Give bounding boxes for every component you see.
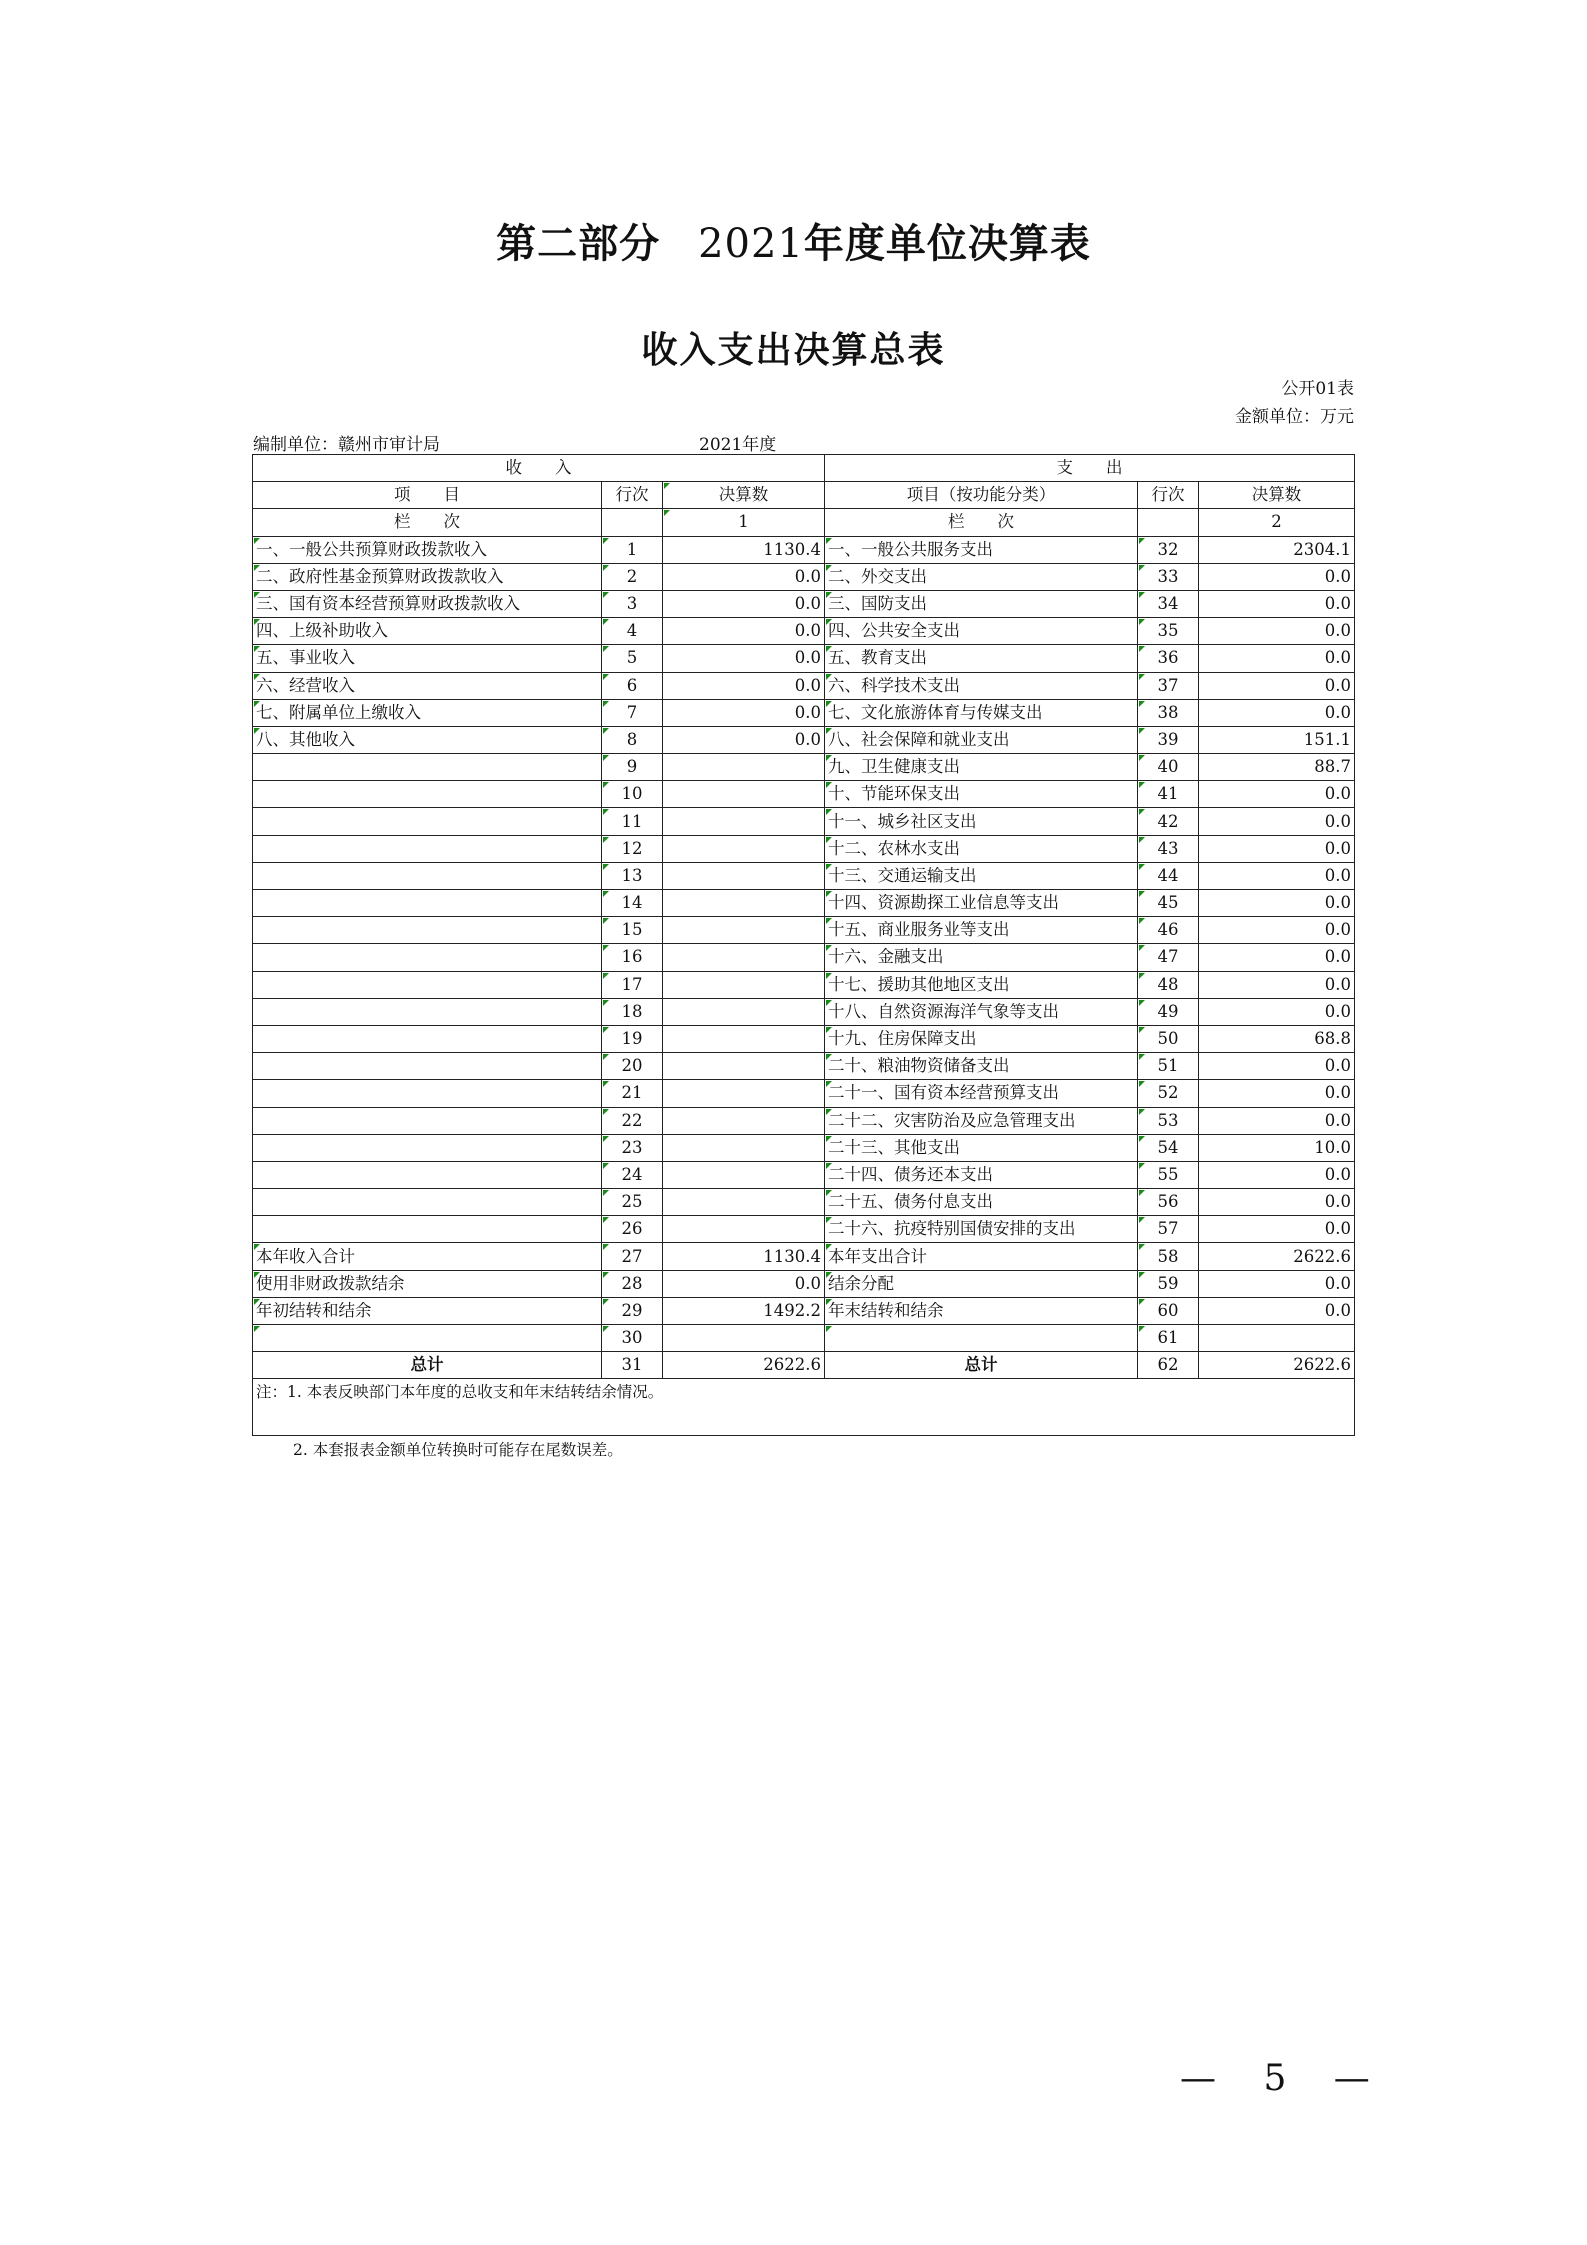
income-item <box>253 1080 602 1107</box>
income-amount <box>663 1161 825 1188</box>
expense-amount: 0.0 <box>1199 672 1355 699</box>
table-row <box>253 645 1355 672</box>
form-number: 公开01表 <box>1281 379 1354 399</box>
income-row-no: 16 <box>602 944 663 971</box>
income-row-no: 14 <box>602 890 663 917</box>
income-amount: 0.0 <box>663 590 825 617</box>
expense-amount: 2622.6 <box>1199 1243 1355 1270</box>
table-row <box>253 726 1355 753</box>
income-amount <box>663 808 825 835</box>
expense-row-no: 40 <box>1138 754 1199 781</box>
expense-item: 十四、资源勘探工业信息等支出 <box>825 890 1138 917</box>
income-summary-item <box>253 1325 602 1352</box>
income-amount: 0.0 <box>663 563 825 590</box>
expense-row-no: 43 <box>1138 835 1199 862</box>
expense-amount: 0.0 <box>1199 645 1355 672</box>
expense-row-no: 61 <box>1138 1325 1199 1352</box>
income-amount: 0.0 <box>663 618 825 645</box>
expense-item: 十二、农林水支出 <box>825 835 1138 862</box>
income-row-no: 29 <box>602 1297 663 1324</box>
table-row <box>253 1134 1355 1161</box>
income-total-amount: 2622.6 <box>663 1352 825 1379</box>
expense-row-no: 33 <box>1138 563 1199 590</box>
expense-amount-header: 决算数 <box>1199 482 1355 509</box>
table-row <box>253 835 1355 862</box>
table-row <box>253 699 1355 726</box>
expense-amount: 0.0 <box>1199 862 1355 889</box>
expense-item: 十七、援助其他地区支出 <box>825 971 1138 998</box>
expense-item: 二十五、债务付息支出 <box>825 1189 1138 1216</box>
table-row <box>253 808 1355 835</box>
expense-row-no: 52 <box>1138 1080 1199 1107</box>
expense-amount: 0.0 <box>1199 998 1355 1025</box>
income-amount <box>663 944 825 971</box>
income-amount: 0.0 <box>663 672 825 699</box>
income-amount: 0.0 <box>663 699 825 726</box>
expense-amount: 0.0 <box>1199 618 1355 645</box>
expense-item: 一、一般公共服务支出 <box>825 536 1138 563</box>
expense-row-no: 47 <box>1138 944 1199 971</box>
income-amount: 0.0 <box>663 726 825 753</box>
table-row <box>253 1216 1355 1243</box>
income-section-header: 收 入 <box>253 455 825 482</box>
table-row <box>253 1161 1355 1188</box>
income-row-no: 30 <box>602 1325 663 1352</box>
income-row-no: 27 <box>602 1243 663 1270</box>
income-row-no: 23 <box>602 1134 663 1161</box>
expense-item: 十八、自然资源海洋气象等支出 <box>825 998 1138 1025</box>
expense-item-header: 项目（按功能分类） <box>825 482 1138 509</box>
income-item: 八、其他收入 <box>253 726 602 753</box>
expense-amount: 0.0 <box>1199 699 1355 726</box>
income-item <box>253 944 602 971</box>
income-column-index: 1 <box>663 509 825 536</box>
income-amount <box>663 1189 825 1216</box>
expense-amount: 0.0 <box>1199 563 1355 590</box>
income-row-no: 3 <box>602 590 663 617</box>
income-amount <box>663 890 825 917</box>
expense-row-no-header: 行次 <box>1138 482 1199 509</box>
expense-row-no: 46 <box>1138 917 1199 944</box>
table-row <box>253 890 1355 917</box>
note-1: 注：1. 本表反映部门本年度的总收支和年末结转结余情况。 <box>253 1379 1355 1436</box>
expense-row-no: 56 <box>1138 1189 1199 1216</box>
expense-amount: 10.0 <box>1199 1134 1355 1161</box>
expense-amount: 0.0 <box>1199 1080 1355 1107</box>
expense-item: 五、教育支出 <box>825 645 1138 672</box>
note-row <box>253 1379 1355 1436</box>
income-row-no: 25 <box>602 1189 663 1216</box>
expense-column-index: 2 <box>1199 509 1355 536</box>
table-row <box>253 672 1355 699</box>
table-row <box>253 917 1355 944</box>
table-row <box>253 862 1355 889</box>
income-row-no: 19 <box>602 1025 663 1052</box>
expense-amount: 0.0 <box>1199 890 1355 917</box>
income-row-no: 2 <box>602 563 663 590</box>
expense-total-label: 总计 <box>825 1352 1138 1379</box>
expense-amount <box>1199 1325 1355 1352</box>
expense-row-no: 49 <box>1138 998 1199 1025</box>
expense-amount: 0.0 <box>1199 917 1355 944</box>
table-row <box>253 1053 1355 1080</box>
income-amount <box>663 781 825 808</box>
expense-amount: 151.1 <box>1199 726 1355 753</box>
income-row-no: 21 <box>602 1080 663 1107</box>
expense-row-no: 34 <box>1138 590 1199 617</box>
expense-row-no: 59 <box>1138 1270 1199 1297</box>
expense-amount: 0.0 <box>1199 808 1355 835</box>
expense-amount: 0.0 <box>1199 1216 1355 1243</box>
expense-row-no: 35 <box>1138 618 1199 645</box>
income-row-no: 10 <box>602 781 663 808</box>
income-amount <box>663 917 825 944</box>
summary-row <box>253 1297 1355 1324</box>
summary-row <box>253 1243 1355 1270</box>
expense-item: 二十三、其他支出 <box>825 1134 1138 1161</box>
expense-row-no: 41 <box>1138 781 1199 808</box>
expense-item: 十一、城乡社区支出 <box>825 808 1138 835</box>
income-item <box>253 862 602 889</box>
expense-amount: 0.0 <box>1199 590 1355 617</box>
income-amount <box>663 835 825 862</box>
income-item: 一、一般公共预算财政拨款收入 <box>253 536 602 563</box>
income-amount <box>663 998 825 1025</box>
income-column-blank <box>602 509 663 536</box>
part-title <box>0 212 1587 269</box>
table-row <box>253 781 1355 808</box>
expense-row-no: 44 <box>1138 862 1199 889</box>
expense-row-no: 54 <box>1138 1134 1199 1161</box>
expense-item: 二十、粮油物资储备支出 <box>825 1053 1138 1080</box>
income-column-label: 栏 次 <box>253 509 602 536</box>
expense-column-label: 栏 次 <box>825 509 1138 536</box>
expense-total-amount: 2622.6 <box>1199 1352 1355 1379</box>
income-amount: 1130.4 <box>663 536 825 563</box>
income-item-header: 项 目 <box>253 482 602 509</box>
expense-row-no: 42 <box>1138 808 1199 835</box>
amount-unit: 金额单位：万元 <box>1235 407 1354 427</box>
income-row-no: 8 <box>602 726 663 753</box>
part-title-suffix: 年度单位决算表 <box>803 221 1091 267</box>
income-amount <box>663 862 825 889</box>
income-item: 三、国有资本经营预算财政拨款收入 <box>253 590 602 617</box>
income-item <box>253 754 602 781</box>
income-amount-header: 决算数 <box>663 482 825 509</box>
expense-row-no: 57 <box>1138 1216 1199 1243</box>
expense-amount: 0.0 <box>1199 1270 1355 1297</box>
income-item <box>253 971 602 998</box>
expense-row-no: 45 <box>1138 890 1199 917</box>
expense-item: 三、国防支出 <box>825 590 1138 617</box>
income-item <box>253 890 602 917</box>
expense-item: 十九、住房保障支出 <box>825 1025 1138 1052</box>
table-row <box>253 754 1355 781</box>
header-row-column-index <box>253 509 1355 536</box>
expense-row-no: 32 <box>1138 536 1199 563</box>
income-total-label: 总计 <box>253 1352 602 1379</box>
total-row <box>253 1352 1355 1379</box>
compiling-unit: 编制单位：赣州市审计局 <box>253 435 440 455</box>
income-amount <box>663 1080 825 1107</box>
expense-summary-item: 结余分配 <box>825 1270 1138 1297</box>
income-amount <box>663 1325 825 1352</box>
income-item <box>253 781 602 808</box>
income-amount <box>663 1053 825 1080</box>
expense-item: 二十四、债务还本支出 <box>825 1161 1138 1188</box>
expense-item: 二十六、抗疫特别国债安排的支出 <box>825 1216 1138 1243</box>
expense-item: 八、社会保障和就业支出 <box>825 726 1138 753</box>
income-item <box>253 1161 602 1188</box>
income-expense-table <box>252 454 1355 1436</box>
expense-section-header: 支 出 <box>825 455 1355 482</box>
income-amount: 1492.2 <box>663 1297 825 1324</box>
income-item <box>253 1107 602 1134</box>
expense-amount: 0.0 <box>1199 835 1355 862</box>
table-row <box>253 536 1355 563</box>
expense-row-no: 48 <box>1138 971 1199 998</box>
income-row-no-header: 行次 <box>602 482 663 509</box>
table-row <box>253 563 1355 590</box>
income-item <box>253 1053 602 1080</box>
expense-amount: 0.0 <box>1199 1189 1355 1216</box>
table-title: 收入支出决算总表 <box>641 330 946 371</box>
expense-amount: 88.7 <box>1199 754 1355 781</box>
income-summary-item: 使用非财政拨款结余 <box>253 1270 602 1297</box>
income-item <box>253 808 602 835</box>
income-row-no: 1 <box>602 536 663 563</box>
income-row-no: 20 <box>602 1053 663 1080</box>
expense-amount: 68.8 <box>1199 1025 1355 1052</box>
income-row-no: 18 <box>602 998 663 1025</box>
summary-row <box>253 1270 1355 1297</box>
income-amount <box>663 1025 825 1052</box>
expense-amount: 0.0 <box>1199 781 1355 808</box>
income-row-no: 5 <box>602 645 663 672</box>
table-row <box>253 1107 1355 1134</box>
table-row <box>253 618 1355 645</box>
expense-row-no: 53 <box>1138 1107 1199 1134</box>
expense-amount: 0.0 <box>1199 1297 1355 1324</box>
expense-item: 十五、商业服务业等支出 <box>825 917 1138 944</box>
income-item: 六、经营收入 <box>253 672 602 699</box>
expense-item: 十六、金融支出 <box>825 944 1138 971</box>
income-row-no: 9 <box>602 754 663 781</box>
income-amount <box>663 1216 825 1243</box>
table-row <box>253 944 1355 971</box>
expense-amount: 0.0 <box>1199 1053 1355 1080</box>
income-row-no: 22 <box>602 1107 663 1134</box>
expense-item: 二、外交支出 <box>825 563 1138 590</box>
table-row <box>253 1025 1355 1052</box>
expense-summary-item: 本年支出合计 <box>825 1243 1138 1270</box>
expense-column-blank <box>1138 509 1199 536</box>
income-item <box>253 1189 602 1216</box>
expense-item: 十、节能环保支出 <box>825 781 1138 808</box>
table-row <box>253 998 1355 1025</box>
expense-row-no: 58 <box>1138 1243 1199 1270</box>
income-item: 七、附属单位上缴收入 <box>253 699 602 726</box>
income-row-no: 17 <box>602 971 663 998</box>
expense-item: 二十二、灾害防治及应急管理支出 <box>825 1107 1138 1134</box>
header-row-columns <box>253 482 1355 509</box>
table-row <box>253 971 1355 998</box>
income-item <box>253 917 602 944</box>
income-row-no: 28 <box>602 1270 663 1297</box>
expense-summary-item <box>825 1325 1138 1352</box>
income-amount: 1130.4 <box>663 1243 825 1270</box>
expense-item: 十三、交通运输支出 <box>825 862 1138 889</box>
expense-amount: 0.0 <box>1199 944 1355 971</box>
expense-total-row-no: 62 <box>1138 1352 1199 1379</box>
expense-amount: 0.0 <box>1199 1107 1355 1134</box>
summary-row <box>253 1325 1355 1352</box>
expense-row-no: 50 <box>1138 1025 1199 1052</box>
note-2: 2. 本套报表金额单位转换时可能存在尾数误差。 <box>293 1441 623 1459</box>
income-item <box>253 1216 602 1243</box>
income-row-no: 4 <box>602 618 663 645</box>
expense-row-no: 39 <box>1138 726 1199 753</box>
expense-amount: 0.0 <box>1199 971 1355 998</box>
income-amount <box>663 1107 825 1134</box>
income-item: 二、政府性基金预算财政拨款收入 <box>253 563 602 590</box>
income-amount <box>663 1134 825 1161</box>
table-row <box>253 590 1355 617</box>
income-summary-item: 年初结转和结余 <box>253 1297 602 1324</box>
income-summary-item: 本年收入合计 <box>253 1243 602 1270</box>
table-row <box>253 1080 1355 1107</box>
part-title-prefix: 第二部分 <box>496 221 661 267</box>
income-item: 五、事业收入 <box>253 645 602 672</box>
expense-item: 二十一、国有资本经营预算支出 <box>825 1080 1138 1107</box>
income-row-no: 13 <box>602 862 663 889</box>
expense-item: 四、公共安全支出 <box>825 618 1138 645</box>
income-amount: 0.0 <box>663 1270 825 1297</box>
expense-row-no: 60 <box>1138 1297 1199 1324</box>
expense-summary-item: 年末结转和结余 <box>825 1297 1138 1324</box>
income-amount <box>663 971 825 998</box>
header-row-section <box>253 455 1355 482</box>
income-item <box>253 835 602 862</box>
page-number: — 5 — <box>1180 2058 1388 2099</box>
fiscal-year: 2021年度 <box>699 435 777 455</box>
expense-amount: 0.0 <box>1199 1161 1355 1188</box>
expense-item: 七、文化旅游体育与传媒支出 <box>825 699 1138 726</box>
income-row-no: 24 <box>602 1161 663 1188</box>
table-body <box>253 455 1355 1436</box>
income-item <box>253 998 602 1025</box>
expense-item: 九、卫生健康支出 <box>825 754 1138 781</box>
income-row-no: 12 <box>602 835 663 862</box>
table-row <box>253 1189 1355 1216</box>
expense-row-no: 55 <box>1138 1161 1199 1188</box>
expense-row-no: 38 <box>1138 699 1199 726</box>
income-row-no: 7 <box>602 699 663 726</box>
expense-row-no: 37 <box>1138 672 1199 699</box>
expense-row-no: 51 <box>1138 1053 1199 1080</box>
income-row-no: 15 <box>602 917 663 944</box>
income-row-no: 11 <box>602 808 663 835</box>
income-row-no: 6 <box>602 672 663 699</box>
expense-amount: 2304.1 <box>1199 536 1355 563</box>
expense-item: 六、科学技术支出 <box>825 672 1138 699</box>
income-amount <box>663 754 825 781</box>
part-title-year: 2021 <box>698 221 804 267</box>
income-item <box>253 1134 602 1161</box>
income-item <box>253 1025 602 1052</box>
income-total-row-no: 31 <box>602 1352 663 1379</box>
income-row-no: 26 <box>602 1216 663 1243</box>
income-item: 四、上级补助收入 <box>253 618 602 645</box>
income-amount: 0.0 <box>663 645 825 672</box>
expense-row-no: 36 <box>1138 645 1199 672</box>
